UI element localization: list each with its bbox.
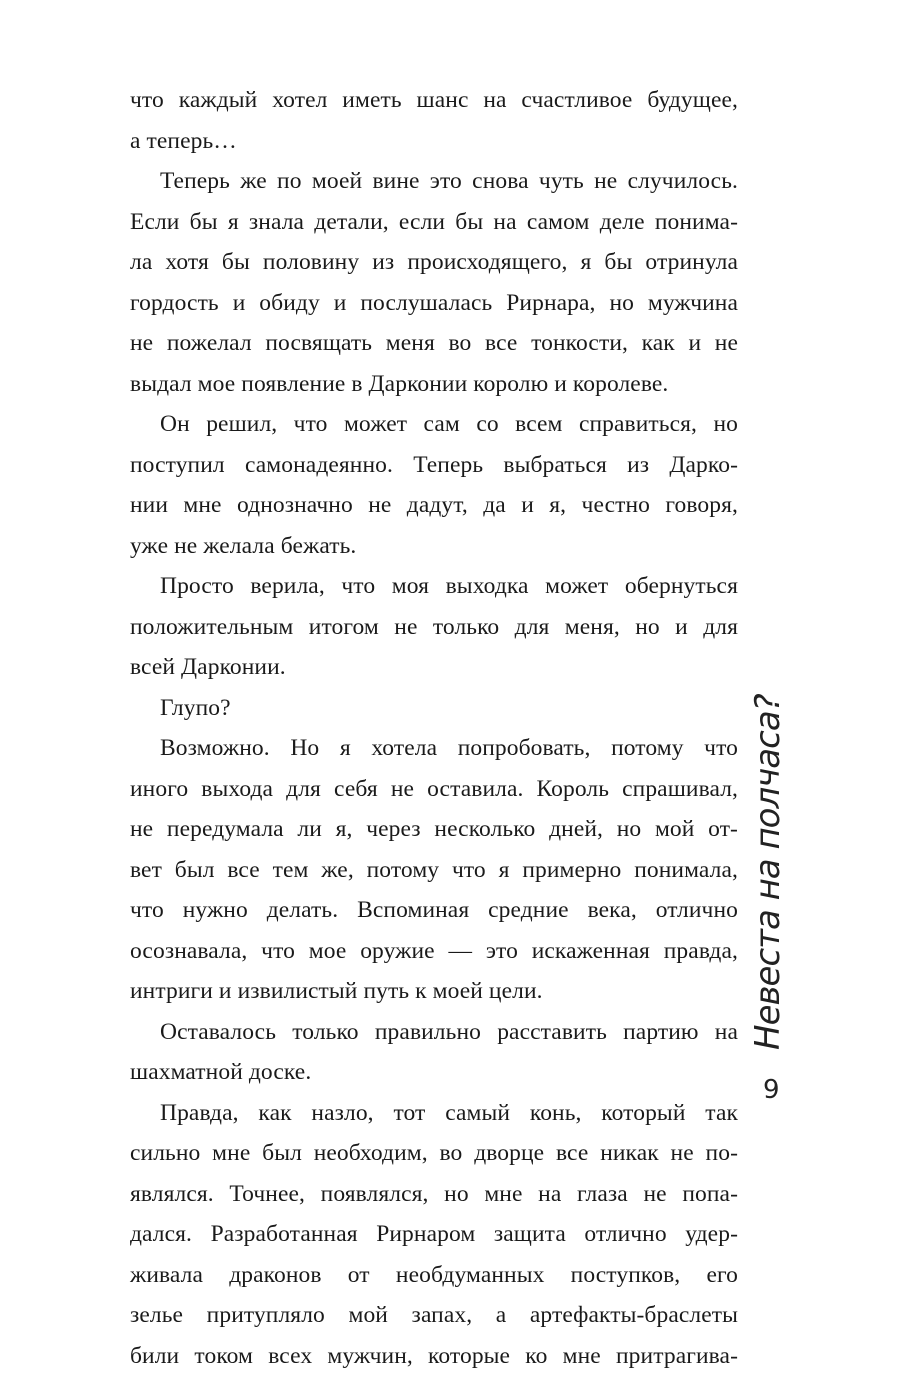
text-line: зелье притупляло мой запах, а артефакты-браслеты (130, 1295, 738, 1336)
text-line: не передумала ли я, через несколько дней, но мой от- (130, 809, 738, 850)
text-line: что каждый хотел иметь шанс на счастливое будущее, (130, 80, 738, 121)
text-line: выдал мое появление в Дарконии королю и королеве. (130, 364, 738, 405)
text-line: ла хотя бы половину из происходящего, я бы отринула (130, 242, 738, 283)
text-line: Просто верила, что моя выходка может обернуться (130, 566, 738, 607)
text-line: били током всех мужчин, которые ко мне притрагива- (130, 1336, 738, 1376)
text-line: Правда, как назло, тот самый конь, который так (130, 1093, 738, 1134)
text-line: Возможно. Но я хотела попробовать, потому что (130, 728, 738, 769)
body-text (130, 80, 738, 1376)
text-line: Глупо? (130, 688, 738, 729)
text-line: Теперь же по моей вине это снова чуть не случилось. (130, 161, 738, 202)
text-line: уже не желала бежать. (130, 526, 738, 567)
text-line: всей Дарконии. (130, 647, 738, 688)
text-line: нии мне однозначно не дадут, да и я, честно говоря, (130, 485, 738, 526)
text-line: Если бы я знала детали, если бы на самом деле понима- (130, 202, 738, 243)
running-title-text: Невеста на полчаса? (748, 670, 788, 1050)
text-line: осознавала, что мое оружие — это искаженная правда, (130, 931, 738, 972)
text-line: не пожелал посвящать меня во все тонкости, как и не (130, 323, 738, 364)
text-line: интриги и извилистый путь к моей цели. (130, 971, 738, 1012)
page-number: 9 (763, 1075, 780, 1105)
text-line: а теперь… (130, 121, 738, 162)
text-line: иного выхода для себя не оставила. Король спрашивал, (130, 769, 738, 810)
text-line: дался. Разработанная Рирнаром защита отлично удер- (130, 1214, 738, 1255)
text-line: сильно мне был необходим, во дворце все никак не по- (130, 1133, 738, 1174)
text-line: Оставалось только правильно расставить партию на (130, 1012, 738, 1053)
text-line: являлся. Точнее, появлялся, но мне на глаза не попа- (130, 1174, 738, 1215)
text-line: Он решил, что может сам со всем справиться, но (130, 404, 738, 445)
text-line: гордость и обиду и послушалась Рирнара, но мужчина (130, 283, 738, 324)
text-line: поступил самонадеянно. Теперь выбраться из Дарко- (130, 445, 738, 486)
text-line: вет был все тем же, потому что я примерно понимала, (130, 850, 738, 891)
text-line: что нужно делать. Вспоминая средние века, отлично (130, 890, 738, 931)
text-line: живала драконов от необдуманных поступков, его (130, 1255, 738, 1296)
text-line: шахматной доске. (130, 1052, 738, 1093)
text-line: положительным итогом не только для меня, но и для (130, 607, 738, 648)
